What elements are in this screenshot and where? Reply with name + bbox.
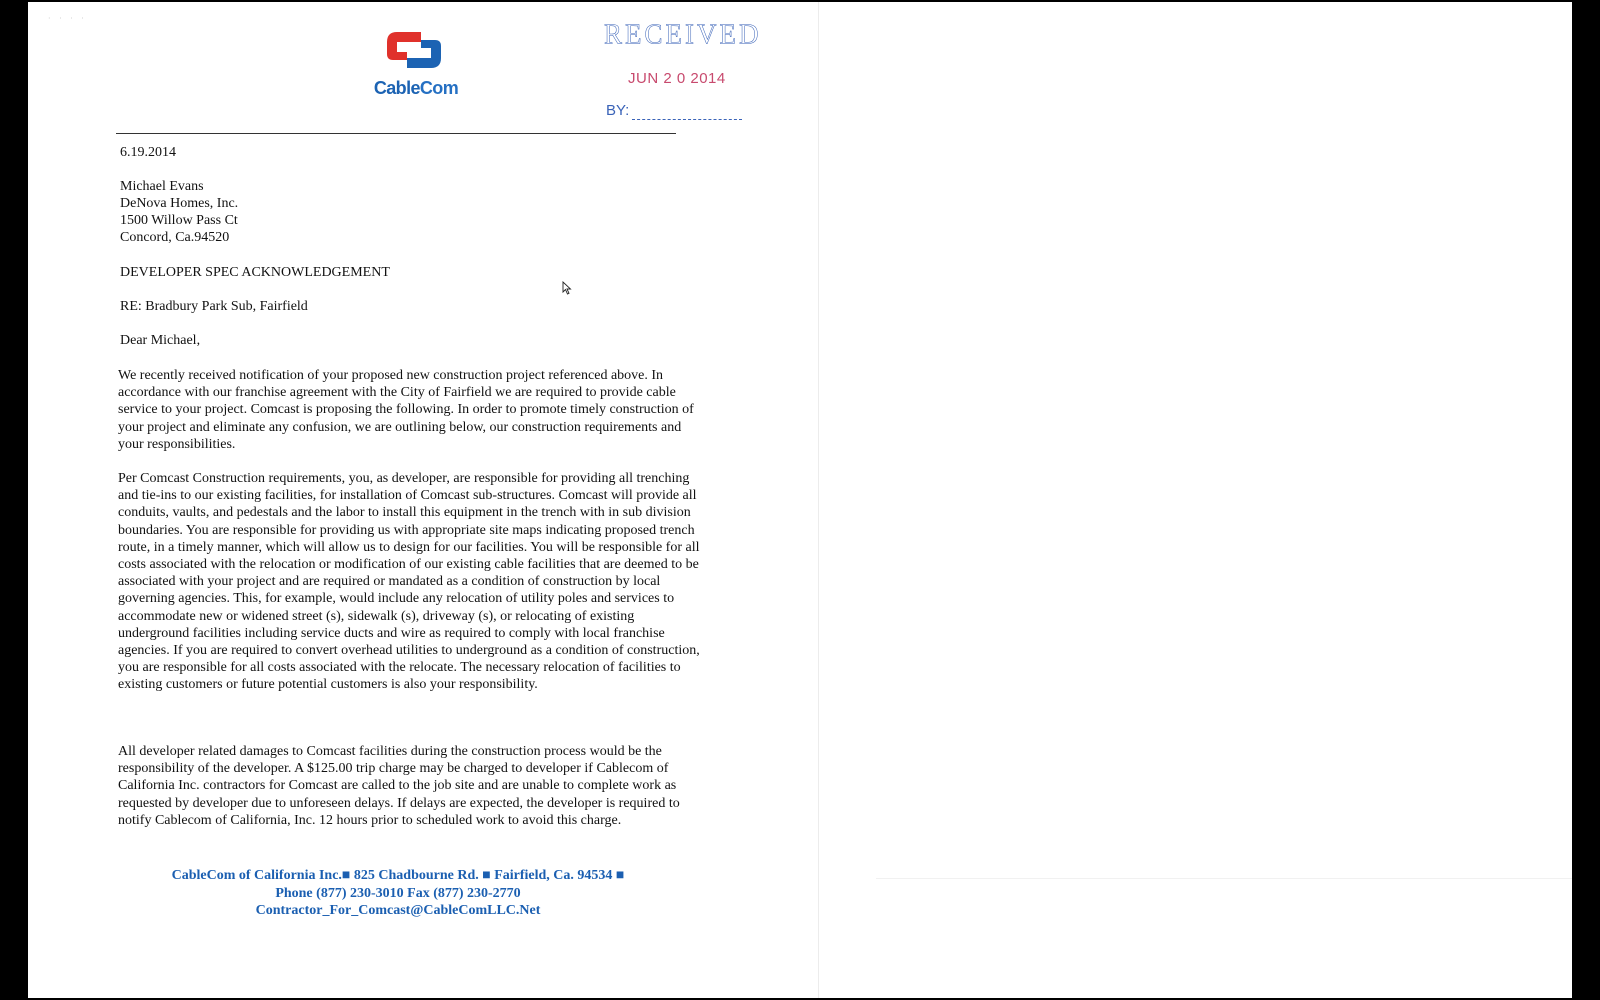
stamp-by-label: BY: bbox=[606, 102, 630, 119]
footer-phone: Phone (877) 230-3010 Fax (877) 230-2770 bbox=[275, 886, 521, 901]
received-stamp bbox=[604, 18, 762, 119]
footer-email: Contractor_For_Comcast@CableComLLC.Net bbox=[255, 903, 541, 918]
cablecom-logo bbox=[368, 24, 464, 104]
letter-subject: DEVELOPER SPEC ACKNOWLEDGEMENT bbox=[120, 265, 390, 280]
letter-re: RE: Bradbury Park Sub, Fairfield bbox=[120, 299, 308, 314]
address-city: Concord, Ca.94520 bbox=[120, 230, 230, 245]
stamp-title: RECEIVED bbox=[604, 18, 762, 50]
address-company: DeNova Homes, Inc. bbox=[120, 196, 239, 211]
scan-specks: · · · · bbox=[48, 14, 87, 23]
letter-date: 6.19.2014 bbox=[120, 145, 176, 160]
cablecom-logo-icon bbox=[381, 24, 451, 76]
address-street: 1500 Willow Pass Ct bbox=[120, 213, 238, 228]
paragraph-2: Per Comcast Construction requirements, you, as developer, are responsible for providing all trenching and tie-ins to our existing facilities, for installation of Comcast sub-structures. Comcast will provide all conduits, vaults, and pedestals and the labor to install this equipment in the trench with in sub division boundaries. You are responsible for providing us with appropriate site maps indicating proposed trench route, in a timely manner, which will allow us to design for our facilities. You will be responsible for all costs associated with the relocation or modification of our existing cable facilities that are deemed to be associated with your project and are required or mandated as a condition of construction by local governing agencies. This, for example, would include any relocation of utility poles and services to accommodate new or widened street (s), sidewalk (s), driveway (s), or relocating of existing underground facilities including service ducts and wire as required to comply with local franchise agencies. If you are required to convert overhead utilities to underground as a condition of construction, you are responsible for all costs associated with the relocate. The necessary relocation of facilities to existing customers or future potential customers is also your responsibility. bbox=[118, 471, 700, 693]
stamp-date: JUN 2 0 2014 bbox=[628, 70, 726, 87]
mouse-cursor-icon bbox=[562, 281, 572, 295]
document-viewer bbox=[28, 2, 1572, 998]
scan-edge-line bbox=[876, 878, 1572, 879]
header-rule bbox=[116, 133, 676, 134]
address-name: Michael Evans bbox=[120, 179, 204, 194]
stamp-signature-line bbox=[632, 119, 742, 120]
logo-wordmark: CableCom bbox=[373, 78, 459, 98]
page-edge bbox=[818, 2, 819, 998]
footer-address: CableCom of California Inc.■ 825 Chadbourne Rd. ■ Fairfield, Ca. 94534 ■ bbox=[171, 868, 625, 883]
letter-salutation: Dear Michael, bbox=[120, 333, 201, 348]
paragraph-1: We recently received notification of your proposed new construction project referenced above. In accordance with our franchise agreement with the City of Fairfield we are required to provide cable service to your project. Comcast is proposing the following. In order to promote timely construction of your project and eliminate any confusion, we are outlining below, our construction requirements and your responsibilities. bbox=[118, 368, 694, 452]
paragraph-3: All developer related damages to Comcast facilities during the construction process would be the responsibility of the developer. A $125.00 trip charge may be charged to developer if Cablecom of California Inc. contractors for Comcast are called to the job site and are unable to complete work as requested by developer due to unforeseen delays. If delays are expected, the developer is required to notify Cablecom of California, Inc. 12 hours prior to scheduled work to avoid this charge. bbox=[118, 744, 680, 828]
